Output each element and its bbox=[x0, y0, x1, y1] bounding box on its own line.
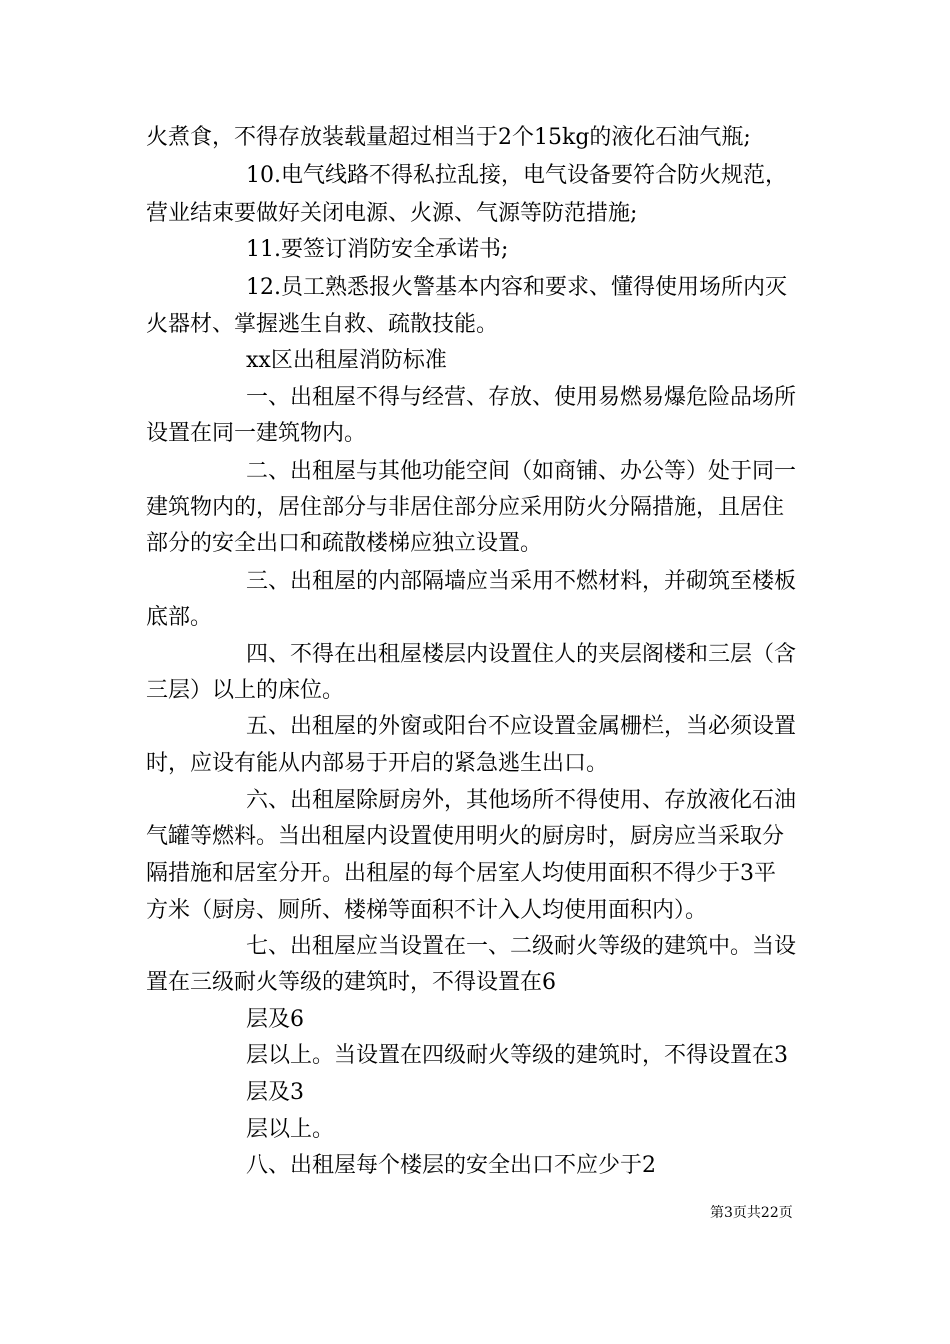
text-line: 置在三级耐火等级的建筑时，不得设置在6 bbox=[146, 970, 556, 995]
text-line: 12.员工熟悉报火警基本内容和要求、懂得使用场所内灭 bbox=[246, 275, 787, 300]
text-line: 一、出租屋不得与经营、存放、使用易燃易爆危险品场所 bbox=[246, 385, 797, 410]
text-line: 建筑物内的，居住部分与非居住部分应采用防火分隔措施，且居住 bbox=[146, 495, 785, 520]
text-line: 火煮食，不得存放装载量超过相当于2个15kg的液化石油气瓶; bbox=[146, 125, 751, 150]
text-line: 层以上。当设置在四级耐火等级的建筑时，不得设置在3 bbox=[246, 1043, 788, 1068]
text-line: 七、出租屋应当设置在一、二级耐火等级的建筑中。当设 bbox=[246, 934, 797, 959]
text-line: 营业结束要做好关闭电源、火源、气源等防范措施; bbox=[146, 201, 638, 226]
text-line: 隔措施和居室分开。出租屋的每个居室人均使用面积不得少于3平 bbox=[146, 861, 776, 886]
text-line: 五、出租屋的外窗或阳台不应设置金属栅栏，当必须设置 bbox=[246, 714, 797, 739]
text-line: 方米（厨房、厕所、楼梯等面积不计入人均使用面积内）。 bbox=[146, 898, 708, 923]
text-line: 部分的安全出口和疏散楼梯应独立设置。 bbox=[146, 531, 543, 556]
text-line: 气罐等燃料。当出租屋内设置使用明火的厨房时，厨房应当采取分 bbox=[146, 824, 785, 849]
text-line: 10.电气线路不得私拉乱接，电气设备要符合防火规范， bbox=[246, 163, 787, 188]
page-number: 第3页共22页 bbox=[710, 1205, 793, 1221]
text-line: 层及3 bbox=[246, 1080, 304, 1105]
text-line: 层及6 bbox=[246, 1007, 304, 1032]
text-line: 八、出租屋每个楼层的安全出口不应少于2 bbox=[246, 1153, 656, 1178]
text-line: 11.要签订消防安全承诺书; bbox=[246, 237, 509, 262]
text-line: 时，应设有能从内部易于开启的紧急逃生出口。 bbox=[146, 751, 609, 776]
text-line: 底部。 bbox=[146, 605, 213, 630]
text-line: 三层）以上的床位。 bbox=[146, 678, 345, 703]
text-line: 层以上。 bbox=[246, 1117, 335, 1142]
text-line: 设置在同一建筑物内。 bbox=[146, 421, 367, 446]
text-line: 火器材、掌握逃生自救、疏散技能。 bbox=[146, 312, 499, 337]
text-line: 二、出租屋与其他功能空间（如商铺、办公等）处于同一 bbox=[246, 459, 797, 484]
text-line: 四、不得在出租屋楼层内设置住人的夹层阁楼和三层（含 bbox=[246, 642, 797, 667]
section-title: xx区出租屋消防标准 bbox=[246, 348, 447, 373]
text-line: 六、出租屋除厨房外，其他场所不得使用、存放液化石油 bbox=[246, 788, 797, 813]
text-line: 三、出租屋的内部隔墙应当采用不燃材料，并砌筑至楼板 bbox=[246, 569, 797, 594]
